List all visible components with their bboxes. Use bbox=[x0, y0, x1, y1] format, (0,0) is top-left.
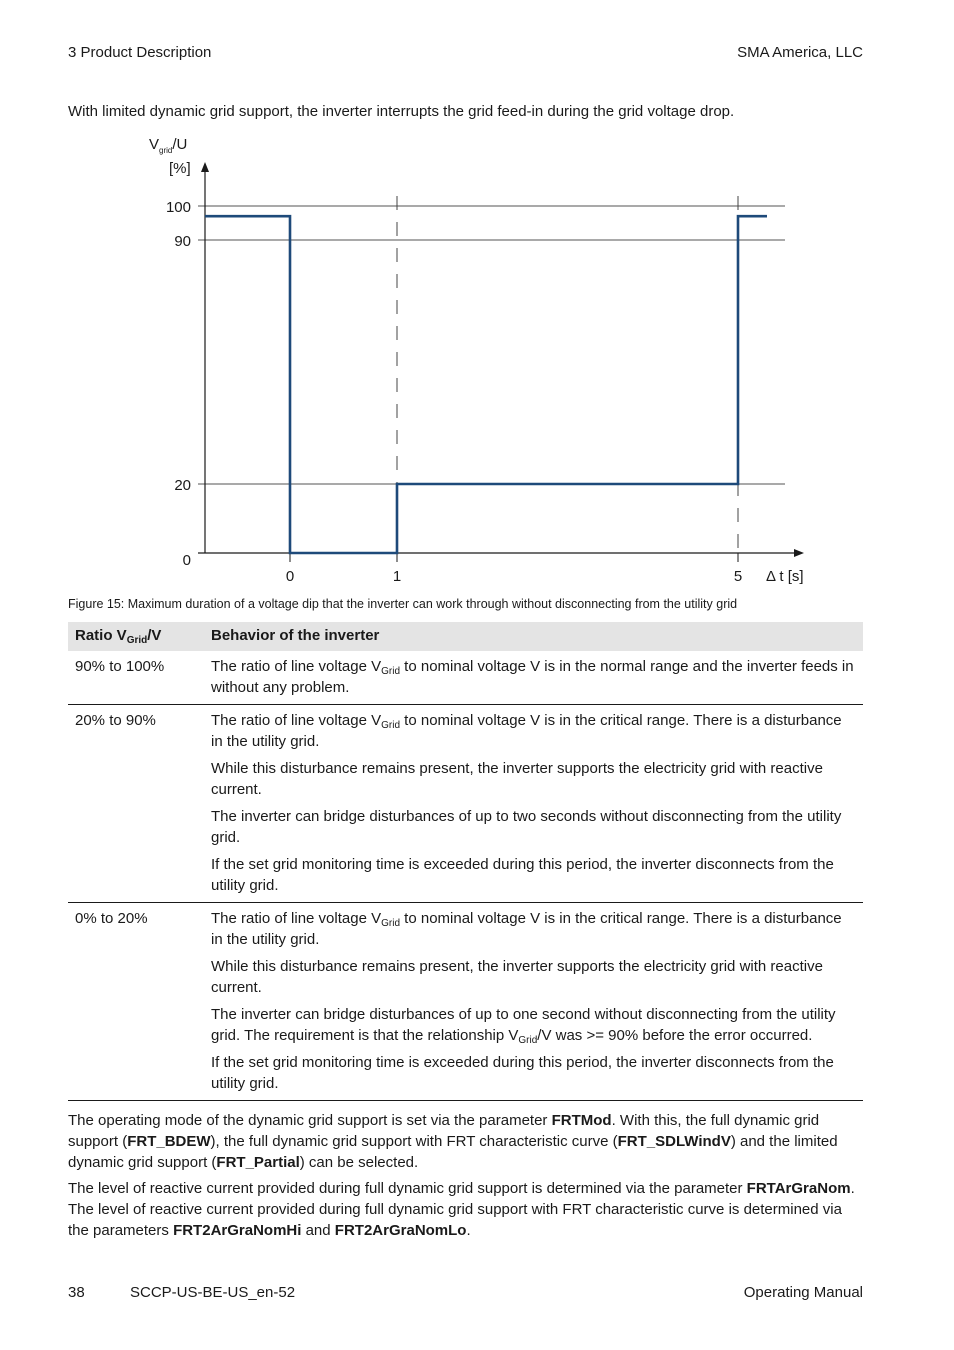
behavior-text: While this disturbance remains present, the inverter supports the electricity grid with reactive current. bbox=[211, 958, 823, 996]
behavior-text: The ratio of line voltage $V_{Grid}$ to nominal voltage V is in the critical range. There is a disturbance in the utility grid. bbox=[211, 910, 842, 948]
header-ratio: Ratio $V_{Grid}/V$ bbox=[68, 622, 204, 651]
y-tick-label: 90 bbox=[174, 233, 191, 250]
document-id: SCCP-US-BE-US_en-52 bbox=[130, 1284, 296, 1301]
behavior-cell bbox=[204, 903, 863, 1101]
y-axis-arrow bbox=[201, 162, 209, 172]
behavior-text: While this disturbance remains present, the inverter supports the electricity grid with reactive current. bbox=[211, 760, 823, 798]
page-number: 38 bbox=[68, 1284, 85, 1301]
voltage-dip-chart bbox=[0, 130, 954, 600]
behavior-text: If the set grid monitoring time is exceeded during this period, the inverter disconnects from the utility grid. bbox=[211, 856, 834, 894]
gridlines bbox=[198, 206, 785, 484]
x-axis-arrow bbox=[794, 549, 804, 557]
x-tick-label: 0 bbox=[285, 568, 295, 585]
y-axis-label: $V_{grid}/U$ bbox=[149, 136, 188, 155]
ratio-cell: 0% to 20% bbox=[68, 903, 204, 1101]
header-behavior: Behavior of the inverter bbox=[204, 622, 863, 651]
x-axis-label: Δ t [s] bbox=[766, 568, 804, 585]
header-company: SMA America, LLC bbox=[737, 44, 863, 61]
y-tick-label: 20 bbox=[174, 477, 191, 494]
operating-mode-paragraph: The operating mode of the dynamic grid support is set via the parameter FRTMod. With this, the full dynamic grid support (FRT_BDEW), the full dynamic grid support with FRT characteristic curve (FRT_SDLWindV) and the limited dynamic grid support (FRT_Partial) can be selected. bbox=[68, 1112, 838, 1171]
behavior-text: The ratio of line voltage $V_{Grid}$ to nominal voltage V is in the normal range and the inverter feeds in without any problem. bbox=[211, 658, 854, 696]
voltage-ratio-table bbox=[68, 622, 863, 1101]
manual-title: Operating Manual bbox=[743, 1284, 863, 1301]
behavior-text: The inverter can bridge disturbances of up to two seconds without disconnecting from the utility grid. bbox=[211, 808, 842, 846]
x-tick-label: 5 bbox=[733, 568, 743, 585]
reactive-current-paragraph: The level of reactive current provided during full dynamic grid support is determined via the parameter FRTArGraNom. The level of reactive current provided during full dynamic grid support with FRT characteristic curve is determined via the parameters FRT2ArGraNomHi and FRT2ArGraNomLo. bbox=[68, 1180, 855, 1239]
y-tick-label: 0 bbox=[182, 552, 191, 569]
dashed-markers bbox=[397, 196, 738, 553]
intro-paragraph: With limited dynamic grid support, the inverter interrupts the grid feed-in during the grid voltage drop. bbox=[68, 103, 735, 120]
y-axis-unit: [%] bbox=[169, 160, 191, 177]
behavior-text: The inverter can bridge disturbances of up to one second without disconnecting from the utility grid. The requirement is that the relationship $V_{Grid}/V$ was >= 90% before the error occurred. bbox=[211, 1006, 836, 1046]
behavior-cell bbox=[204, 705, 863, 903]
ratio-cell: 20% to 90% bbox=[68, 705, 204, 903]
table-header-row bbox=[68, 622, 863, 651]
y-tick-label: 100 bbox=[165, 199, 191, 216]
x-tick-label: 1 bbox=[392, 568, 402, 585]
table-row bbox=[68, 705, 863, 903]
behavior-text: If the set grid monitoring time is exceeded during this period, the inverter disconnects from the utility grid. bbox=[211, 1054, 834, 1092]
behavior-text: The ratio of line voltage $V_{Grid}$ to nominal voltage V is in the critical range. There is a disturbance in the utility grid. bbox=[211, 712, 842, 750]
header-section-title: 3 Product Description bbox=[68, 44, 212, 61]
table-row bbox=[68, 903, 863, 1101]
behavior-cell bbox=[204, 651, 863, 705]
figure-caption: Figure 15: Maximum duration of a voltage dip that the inverter can work through without disconnecting from the utility grid bbox=[68, 597, 738, 611]
voltage-series-line bbox=[205, 216, 767, 553]
table-row bbox=[68, 651, 863, 705]
ratio-cell: 90% to 100% bbox=[68, 651, 204, 705]
